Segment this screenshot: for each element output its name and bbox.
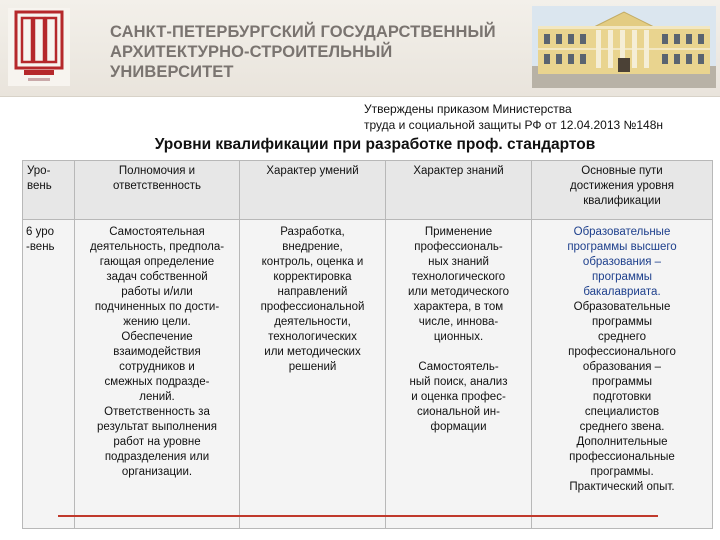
cell-text: решений (288, 361, 337, 373)
column-header-paths (532, 161, 713, 220)
cell-text: смежных подразде- (104, 376, 210, 388)
header-text: Характер умений (266, 165, 359, 177)
cell-text: Разработка, (280, 226, 345, 238)
table-header-row (23, 161, 713, 220)
header-text: достижения уровня (570, 180, 674, 192)
cell-text: -вень (26, 241, 55, 253)
cell-text: или методических (264, 346, 361, 358)
cell-text: внедрение, (282, 241, 343, 253)
header-text: вень (27, 180, 52, 192)
cell-text: программы. (590, 466, 654, 478)
column-header-knowledge (386, 161, 532, 220)
column-header-skills (240, 161, 386, 220)
cell-text: подготовки (592, 391, 652, 403)
cell-text: образования – (582, 361, 662, 373)
cell-text: подразделения или (104, 451, 210, 463)
cell-text: работы и/или (121, 286, 193, 298)
header-text: квалификации (583, 195, 661, 207)
cell-text: технологических (268, 331, 357, 343)
cell-text: характера, в том (413, 301, 504, 313)
cell-text: Самостоятельная (109, 226, 205, 238)
cell-text-blue: программы (591, 271, 653, 283)
cell-authority (75, 220, 240, 529)
cell-paths (532, 220, 713, 529)
cell-text: Ответственность за (104, 406, 210, 418)
accent-divider (58, 515, 658, 517)
header-banner (0, 0, 720, 97)
page-title: Уровни квалификации при разработке проф. стандартов (154, 136, 596, 153)
cell-text: среднего звена. (579, 421, 665, 433)
cell-text: корректировка (273, 271, 352, 283)
cell-text: среднего (597, 331, 647, 343)
cell-text: деятельности, (274, 316, 351, 328)
cell-text: технологического (411, 271, 506, 283)
cell-text: профессиональные (569, 451, 675, 463)
cell-knowledge (386, 220, 532, 529)
university-building-image (532, 6, 716, 88)
cell-text: ных знаний (428, 256, 489, 268)
cell-text: числе, иннова- (418, 316, 499, 328)
cell-text: задач собственной (106, 271, 208, 283)
cell-text: Образовательные (573, 301, 671, 313)
header-text: Уро- (27, 165, 51, 177)
cell-text: ный поиск, анализ (409, 376, 508, 388)
cell-text: и оценка профес- (411, 391, 506, 403)
approval-note-line2: труда и социальной защиты РФ от 12.04.2013 №148н (364, 118, 664, 132)
cell-text: жению цели. (123, 316, 191, 328)
cell-level (23, 220, 75, 529)
header-text: Основные пути (581, 165, 663, 177)
university-name-line2: АРХИТЕКТУРНО-СТРОИТЕЛЬНЫЙ УНИВЕРСИТЕТ (110, 43, 393, 81)
cell-text: подчиненных по дости- (94, 301, 220, 313)
cell-text: организации. (121, 466, 193, 478)
cell-text: взаимодействия (113, 346, 201, 358)
cell-text: профессионального (568, 346, 676, 358)
approval-note (364, 101, 714, 133)
cell-text-blue: бакалавриата. (583, 286, 661, 298)
header-text: ответственность (112, 180, 202, 192)
cell-text: работ на уровне (113, 436, 201, 448)
university-name (110, 22, 520, 82)
cell-text: сотрудников и (119, 361, 195, 373)
cell-text: Обеспечение (121, 331, 193, 343)
column-header-authority (75, 161, 240, 220)
cell-text: гающая определение (99, 256, 215, 268)
cell-text-blue: программы высшего (567, 241, 677, 253)
cell-text: Самостоятель- (418, 361, 499, 373)
cell-text: специалистов (584, 406, 660, 418)
cell-text: сиональной ин- (417, 406, 500, 418)
cell-text: или методического (407, 286, 510, 298)
cell-text: 6 уро (26, 226, 55, 238)
header-text: Характер знаний (413, 165, 504, 177)
cell-text: Практический опыт. (569, 481, 675, 493)
cell-text: ционных. (433, 331, 484, 343)
cell-text: программы (591, 316, 653, 328)
university-logo-icon (8, 8, 70, 86)
cell-text: программы (591, 376, 653, 388)
qualification-table (22, 160, 713, 529)
column-header-level (23, 161, 75, 220)
cell-text: Дополнительные (576, 436, 668, 448)
approval-note-line1: Утверждены приказом Министерства (364, 102, 572, 116)
header-text: Полномочия и (118, 165, 196, 177)
cell-text: лений. (139, 391, 175, 403)
cell-text: контроль, оценка и (261, 256, 364, 268)
cell-spacer (390, 345, 527, 360)
cell-skills (240, 220, 386, 529)
cell-text: результат выполнения (97, 421, 217, 433)
cell-text-blue: Образовательные (573, 226, 671, 238)
cell-text-blue: образования – (582, 256, 662, 268)
cell-text: направлений (277, 286, 348, 298)
table-row (23, 220, 713, 529)
cell-text: деятельность, предпола- (89, 241, 225, 253)
cell-text: профессиональной (260, 301, 365, 313)
cell-text: профессиональ- (414, 241, 503, 253)
cell-text: формации (430, 421, 487, 433)
cell-text: Применение (424, 226, 493, 238)
university-name-line1: САНКТ-ПЕТЕРБУРГСКИЙ ГОСУДАРСТВЕННЫЙ (110, 23, 496, 41)
